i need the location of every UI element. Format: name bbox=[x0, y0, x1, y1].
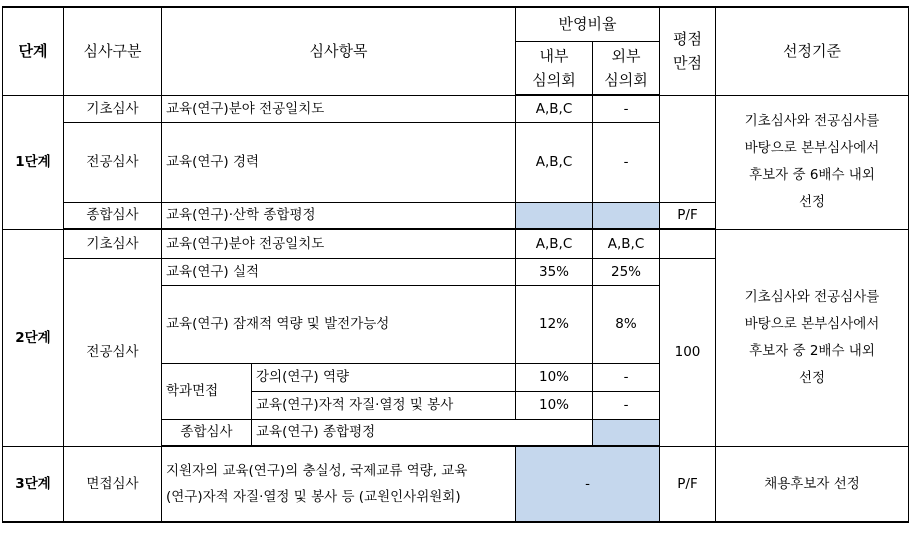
stage1-overall-category: 종합심사 bbox=[64, 202, 162, 229]
stage2-overall-internal-shaded bbox=[593, 419, 660, 446]
stage1-criteria-line3: 후보자 중 6배수 내외 bbox=[749, 167, 875, 183]
stage2-criteria-line3: 후보자 중 2배수 내외 bbox=[749, 342, 875, 359]
stage3-label: 3단계 bbox=[3, 446, 64, 522]
stage2-basic-external: A,B,C bbox=[593, 229, 660, 258]
header-criteria: 선정기준 bbox=[716, 7, 909, 95]
selection-criteria-table-wrapper bbox=[2, 6, 909, 523]
stage2-criteria bbox=[716, 229, 909, 446]
stage2-row-basic bbox=[3, 229, 909, 258]
stage2-overall-category: 종합심사 bbox=[162, 419, 252, 446]
stage2-label: 2단계 bbox=[3, 229, 64, 446]
stage2-criteria-line4: 선정 bbox=[798, 369, 826, 386]
stage1-label: 1단계 bbox=[3, 95, 64, 229]
header-external-line2: 심의회 bbox=[604, 70, 648, 89]
stage1-overall-external-shaded bbox=[593, 202, 660, 229]
stage3-ratio: - bbox=[516, 446, 660, 522]
stage2-achievement-external: 25% bbox=[593, 258, 660, 285]
stage2-basic-internal: A,B,C bbox=[516, 229, 593, 258]
header-row-1 bbox=[3, 7, 909, 41]
stage1-basic-internal: A,B,C bbox=[516, 95, 593, 122]
stage1-overall-item: 교육(연구)·산학 종합평정 bbox=[162, 202, 516, 229]
header-internal-line2: 심의회 bbox=[532, 70, 576, 89]
stage1-major-internal: A,B,C bbox=[516, 122, 593, 202]
stage3-item bbox=[162, 446, 516, 522]
stage2-potential-external: 8% bbox=[593, 285, 660, 363]
header-category: 심사구분 bbox=[64, 7, 162, 95]
header-external bbox=[593, 41, 660, 95]
stage2-criteria-line2: 바탕으로 본부심사에서 bbox=[744, 315, 880, 332]
stage1-major-category: 전공심사 bbox=[64, 122, 162, 202]
stage2-basic-item: 교육(연구)분야 전공일치도 bbox=[162, 229, 516, 258]
stage2-attitude-item: 교육(연구)자적 자질·열정 및 봉사 bbox=[252, 391, 516, 419]
stage2-lecture-item: 강의(연구) 역량 bbox=[252, 363, 516, 391]
stage2-potential-item: 교육(연구) 잠재적 역량 및 발전가능성 bbox=[162, 285, 516, 363]
stage2-criteria-line1: 기초심사와 전공심사를 bbox=[744, 288, 880, 305]
stage3-item-line2: (연구)자적 자질·열정 및 봉사 등 (교원인사위원회) bbox=[166, 488, 461, 505]
stage1-basic-item: 교육(연구)분야 전공일치도 bbox=[162, 95, 516, 122]
stage2-lecture-internal: 10% bbox=[516, 363, 593, 391]
stage2-major-category: 전공심사 bbox=[64, 258, 162, 446]
stage2-interview-label: 학과면접 bbox=[162, 363, 252, 419]
stage1-overall-score: P/F bbox=[660, 202, 716, 229]
header-internal bbox=[516, 41, 593, 95]
selection-criteria-table bbox=[2, 6, 909, 523]
stage2-basic-score-blank bbox=[660, 229, 716, 258]
stage2-achievement-internal: 35% bbox=[516, 258, 593, 285]
stage2-lecture-external: - bbox=[593, 363, 660, 391]
header-internal-line1: 내부 bbox=[539, 46, 569, 65]
header-score-line2: 만점 bbox=[673, 54, 702, 73]
stage1-row-basic bbox=[3, 95, 909, 122]
stage1-major-item: 교육(연구) 경력 bbox=[162, 122, 516, 202]
stage3-category: 면접심사 bbox=[64, 446, 162, 522]
stage3-row bbox=[3, 446, 909, 522]
header-ratio: 반영비율 bbox=[516, 7, 660, 41]
stage1-criteria-line2: 바탕으로 본부심사에서 bbox=[744, 140, 880, 156]
stage2-potential-internal: 12% bbox=[516, 285, 593, 363]
stage1-score-blank bbox=[660, 95, 716, 202]
stage1-major-external: - bbox=[593, 122, 660, 202]
stage1-basic-category: 기초심사 bbox=[64, 95, 162, 122]
stage1-criteria-line1: 기초심사와 전공심사를 bbox=[744, 113, 880, 129]
stage2-score-major: 100 bbox=[660, 258, 716, 446]
stage2-achievement-item: 교육(연구) 실적 bbox=[162, 258, 516, 285]
header-external-line1: 외부 bbox=[611, 46, 641, 65]
stage1-overall-internal-shaded bbox=[516, 202, 593, 229]
stage2-attitude-internal: 10% bbox=[516, 391, 593, 419]
header-item: 심사항목 bbox=[162, 7, 516, 95]
stage2-attitude-external: - bbox=[593, 391, 660, 419]
stage3-item-line1: 지원자의 교육(연구)의 충실성, 국제교류 역량, 교육 bbox=[166, 462, 468, 479]
stage2-overall-item: 교육(연구) 종합평정 bbox=[252, 419, 593, 446]
stage3-score: P/F bbox=[660, 446, 716, 522]
header-score bbox=[660, 7, 716, 95]
stage2-basic-category: 기초심사 bbox=[64, 229, 162, 258]
stage1-criteria-line4: 선정 bbox=[798, 194, 826, 210]
stage1-basic-external: - bbox=[593, 95, 660, 122]
header-stage: 단계 bbox=[3, 7, 64, 95]
header-score-line1: 평점 bbox=[673, 30, 702, 49]
stage3-criteria: 채용후보자 선정 bbox=[716, 446, 909, 522]
stage1-criteria bbox=[716, 95, 909, 229]
